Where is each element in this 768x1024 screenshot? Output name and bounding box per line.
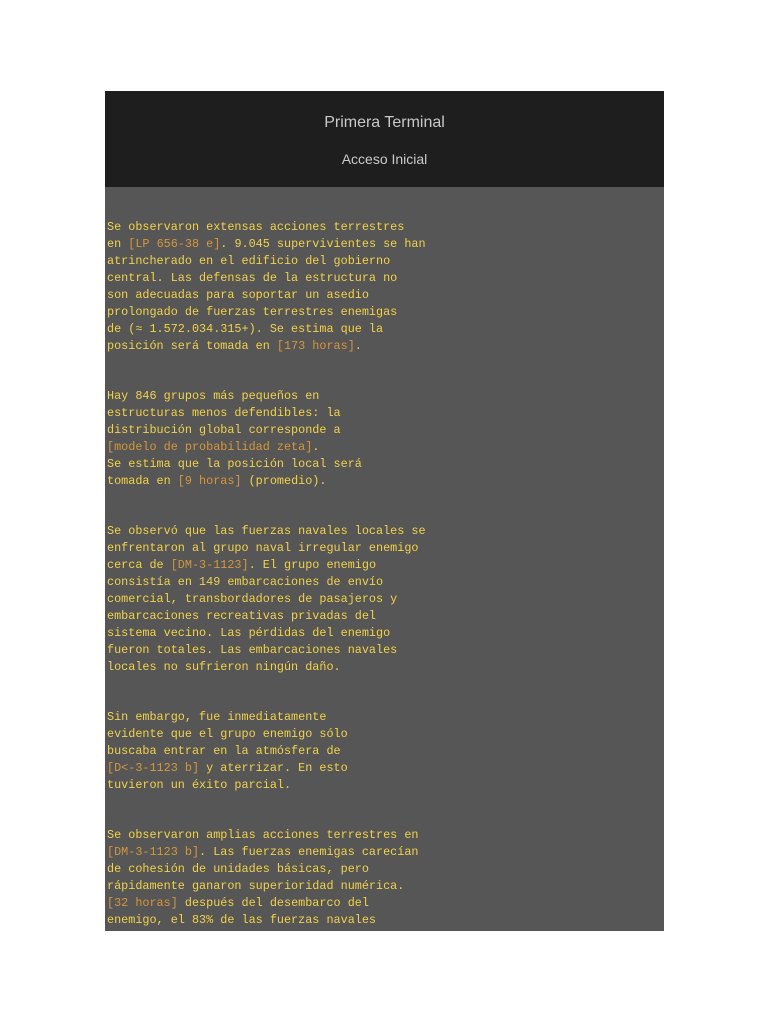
terminal-header	[105, 91, 664, 187]
log-reference-tag: [9 horas]	[177, 474, 242, 488]
log-line	[107, 304, 664, 321]
log-line	[107, 473, 664, 490]
log-line	[107, 642, 664, 659]
log-text: Se estima que la posición local será	[107, 457, 362, 471]
log-reference-tag: [DM-3-1123 b]	[107, 845, 200, 859]
log-line	[107, 743, 664, 760]
log-text: y aterrizar. En esto	[199, 761, 348, 775]
log-text: enfrentaron al grupo naval irregular enemigo	[107, 541, 419, 555]
log-line	[107, 895, 664, 912]
log-text: de (≈ 1.572.034.315+). Se estima que la	[107, 322, 384, 336]
log-line	[107, 287, 664, 304]
log-line	[107, 321, 664, 338]
terminal-log	[105, 187, 664, 929]
log-text: sistema vecino. Las pérdidas del enemigo	[107, 626, 391, 640]
log-line	[107, 523, 664, 540]
log-text: tomada en	[107, 474, 178, 488]
log-line	[107, 236, 664, 253]
log-paragraph	[107, 388, 664, 490]
log-line	[107, 439, 664, 456]
log-text: estructuras menos defendibles: la	[107, 406, 341, 420]
log-line	[107, 270, 664, 287]
log-text: son adecuadas para soportar un asedio	[107, 288, 369, 302]
log-line	[107, 827, 664, 844]
log-text: locales no sufrieron ningún daño.	[107, 660, 341, 674]
log-text: . 9.045 supervivientes se han	[220, 237, 426, 251]
log-text: buscaba entrar en la atmósfera de	[107, 744, 341, 758]
log-reference-tag: [modelo de probabilidad zeta]	[107, 440, 313, 454]
log-line	[107, 388, 664, 405]
log-text: comercial, transbordadores de pasajeros y	[107, 592, 398, 606]
log-line	[107, 574, 664, 591]
log-line	[107, 253, 664, 270]
log-text: en	[107, 237, 129, 251]
log-text: después del desembarco del	[177, 896, 369, 910]
log-text: posición será tomada en	[107, 339, 277, 353]
log-text: enemigo, el 83% de las fuerzas navales	[107, 913, 377, 927]
log-text: .	[354, 339, 362, 353]
log-line	[107, 405, 664, 422]
log-text: .	[312, 440, 320, 454]
log-text: embarcaciones recreativas privadas del	[107, 609, 377, 623]
log-paragraph	[107, 709, 664, 794]
log-text: Se observaron amplias acciones terrestres en	[107, 828, 419, 842]
log-text: distribución global corresponde a	[107, 423, 341, 437]
log-text: Sin embargo, fue inmediatamente	[107, 710, 327, 724]
log-text: central. Las defensas de la estructura no	[107, 271, 398, 285]
log-paragraph	[107, 219, 664, 355]
log-paragraph	[107, 523, 664, 676]
log-text: Hay 846 grupos más pequeños en	[107, 389, 320, 403]
log-text: Se observó que las fuerzas navales locales se	[107, 524, 426, 538]
log-line	[107, 625, 664, 642]
log-line	[107, 726, 664, 743]
log-text: fueron totales. Las embarcaciones navales	[107, 643, 398, 657]
log-text: Se observaron extensas acciones terrestres	[107, 220, 405, 234]
log-line	[107, 861, 664, 878]
log-text: (promedio).	[241, 474, 327, 488]
log-line	[107, 557, 664, 574]
log-line	[107, 338, 664, 355]
log-text: cerca de	[107, 558, 171, 572]
log-line	[107, 912, 664, 929]
terminal-title: Primera Terminal	[324, 114, 445, 131]
log-reference-tag: [32 horas]	[107, 896, 178, 910]
log-line	[107, 608, 664, 625]
terminal-window	[105, 91, 664, 931]
log-line	[107, 844, 664, 861]
log-line	[107, 456, 664, 473]
log-text: prolongado de fuerzas terrestres enemigas	[107, 305, 398, 319]
log-reference-tag: [LP 656-38 e]	[128, 237, 221, 251]
log-reference-tag: [DM-3-1123]	[170, 558, 249, 572]
log-reference-tag: [D<-3-1123 b]	[107, 761, 200, 775]
log-text: de cohesión de unidades básicas, pero	[107, 862, 369, 876]
log-line	[107, 422, 664, 439]
log-reference-tag: [173 horas]	[276, 339, 355, 353]
log-paragraph	[107, 827, 664, 929]
log-line	[107, 219, 664, 236]
log-text: consistía en 149 embarcaciones de envío	[107, 575, 384, 589]
log-text: rápidamente ganaron superioridad numérica.	[107, 879, 405, 893]
log-line	[107, 591, 664, 608]
log-text: . El grupo enemigo	[248, 558, 377, 572]
terminal-subtitle: Acceso Inicial	[341, 151, 428, 167]
log-text: . Las fuerzas enemigas carecían	[199, 845, 419, 859]
log-line	[107, 777, 664, 794]
log-text: atrincherado en el edificio del gobierno	[107, 254, 391, 268]
log-line	[107, 878, 664, 895]
log-line	[107, 709, 664, 726]
log-text: tuvieron un éxito parcial.	[107, 778, 292, 792]
log-line	[107, 760, 664, 777]
log-text: evidente que el grupo enemigo sólo	[107, 727, 348, 741]
log-line	[107, 540, 664, 557]
log-line	[107, 659, 664, 676]
